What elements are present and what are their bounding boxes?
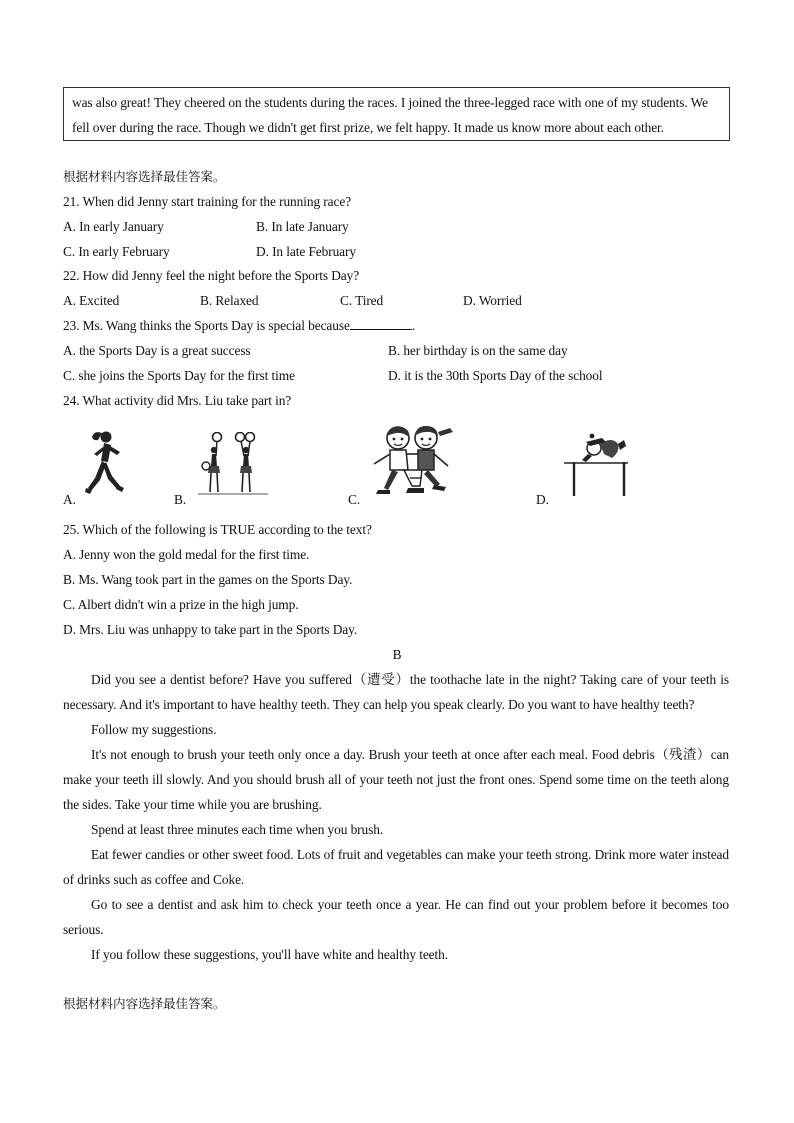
question-21-stem: 21. When did Jenny start training for the running race? bbox=[63, 194, 352, 209]
question-23-stem-end: . bbox=[411, 318, 416, 333]
instruction: 根据材料内容选择最佳答案。 bbox=[63, 996, 226, 1011]
q22-option-a[interactable]: A. Excited bbox=[63, 293, 120, 308]
passage-a-text: was also great! They cheered on the students during the races. I joined the three-legged race with one of my students. We fell over during the race. Though we didn't get first prize, we felt happy. It made us know more about each other. bbox=[72, 95, 708, 135]
q22-option-d[interactable]: D. Worried bbox=[463, 293, 522, 308]
q23-option-c[interactable]: C. she joins the Sports Day for the first time bbox=[63, 368, 295, 383]
passage-b bbox=[63, 667, 729, 967]
question-25-stem: 25. Which of the following is TRUE according to the text? bbox=[63, 522, 372, 537]
q24-option-a[interactable]: A. bbox=[63, 492, 76, 507]
q21-option-d[interactable]: D. In late February bbox=[256, 244, 356, 259]
passage-b-paragraph: Did you see a dentist before? Have you suffered（遭受）the toothache late in the night? Taking care of your teeth is necessary. And it's important to have healthy teeth. They can help you speak clearly. Do you want to have healthy teeth? bbox=[63, 672, 729, 712]
runner-picture bbox=[84, 428, 126, 502]
q25-option-c[interactable]: C. Albert didn't win a prize in the high jump. bbox=[63, 597, 299, 612]
section-b-heading: B bbox=[392, 647, 402, 662]
passage-b-paragraph: Follow my suggestions. bbox=[91, 722, 217, 737]
passage-b-paragraph: If you follow these suggestions, you'll have white and healthy teeth. bbox=[91, 947, 448, 962]
q22-option-b[interactable]: B. Relaxed bbox=[200, 293, 259, 308]
passage-b-paragraph: Eat fewer candies or other sweet food. Lots of fruit and vegetables can make your teeth strong. Drink more water instead of drinks such as coffee and Coke. bbox=[63, 847, 729, 887]
q24-option-b[interactable]: B. bbox=[174, 492, 187, 507]
q23-option-b[interactable]: B. her birthday is on the same day bbox=[388, 343, 568, 358]
q24-option-d[interactable]: D. bbox=[536, 492, 549, 507]
passage-b-paragraph: Go to see a dentist and ask him to check your teeth once a year. He can find out your problem before it becomes too serious. bbox=[63, 897, 729, 937]
answer-blank bbox=[350, 317, 412, 330]
q21-option-c[interactable]: C. In early February bbox=[63, 244, 170, 259]
high-jump-picture bbox=[560, 432, 632, 498]
instruction: 根据材料内容选择最佳答案。 bbox=[63, 169, 226, 184]
three-legged-race-picture bbox=[368, 424, 462, 498]
q21-option-a[interactable]: A. In early January bbox=[63, 219, 164, 234]
q22-option-c[interactable]: C. Tired bbox=[340, 293, 384, 308]
q23-option-a[interactable]: A. the Sports Day is a great success bbox=[63, 343, 251, 358]
q25-option-a[interactable]: A. Jenny won the gold medal for the first time. bbox=[63, 547, 310, 562]
question-23-stem bbox=[63, 317, 415, 335]
question-24-stem: 24. What activity did Mrs. Liu take part in? bbox=[63, 393, 292, 408]
q21-option-b[interactable]: B. In late January bbox=[256, 219, 349, 234]
passage-a-box bbox=[63, 87, 730, 141]
cheerleaders-picture bbox=[196, 432, 270, 496]
passage-b-paragraph: It's not enough to brush your teeth only once a day. Brush your teeth at once after each meal. Food debris（残渣）can make your teeth ill slowly. And you should brush all of your teeth not just the front ones. Spend some time on the teeth along the sides. Take your time while you are brushing. bbox=[63, 747, 729, 812]
question-23-stem-text: 23. Ms. Wang thinks the Sports Day is special because bbox=[63, 318, 350, 333]
question-22-stem: 22. How did Jenny feel the night before the Sports Day? bbox=[63, 268, 360, 283]
passage-b-paragraph: Spend at least three minutes each time when you brush. bbox=[91, 822, 384, 837]
q25-option-b[interactable]: B. Ms. Wang took part in the games on the Sports Day. bbox=[63, 572, 353, 587]
q23-option-d[interactable]: D. it is the 30th Sports Day of the school bbox=[388, 368, 603, 383]
q25-option-d[interactable]: D. Mrs. Liu was unhappy to take part in the Sports Day. bbox=[63, 622, 358, 637]
q24-option-c[interactable]: C. bbox=[348, 492, 361, 507]
